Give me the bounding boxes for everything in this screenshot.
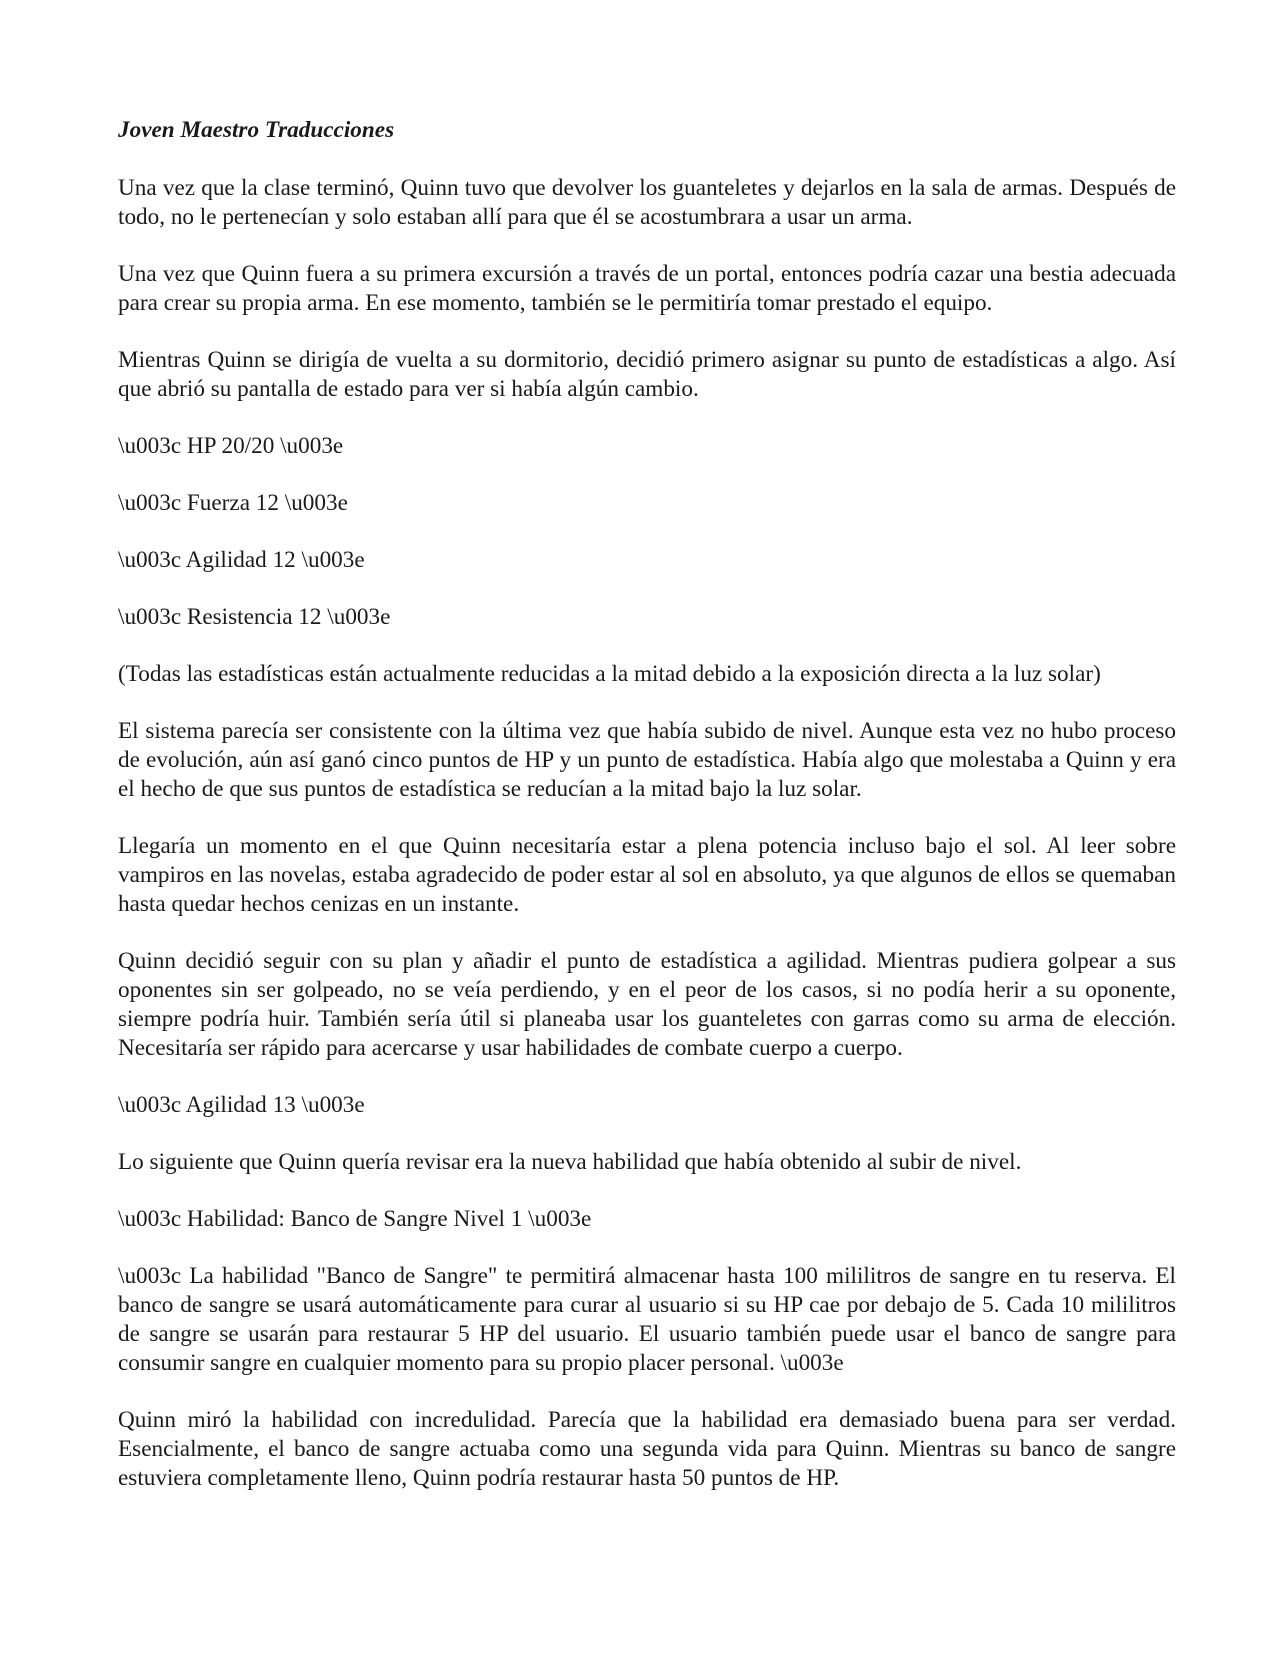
- skill-title: \u003c Habilidad: Banco de Sangre Nivel 1 \u003e: [118, 1206, 592, 1232]
- paragraph: Mientras Quinn se dirigía de vuelta a su dormitorio, decidió primero asignar su punto de estadísticas a algo. Así que abrió su pantalla de estado para ver si había algún cambio.: [118, 347, 1176, 402]
- status-line-hp: \u003c HP 20/20 \u003e: [118, 433, 344, 459]
- paragraph: Una vez que la clase terminó, Quinn tuvo que devolver los guanteletes y dejarlos en la sala de armas. Después de todo, no le pertenecían y solo estaban allí para que él se acostumbrara a usar un arma.: [118, 175, 1176, 230]
- paragraph: Lo siguiente que Quinn quería revisar era la nueva habilidad que había obtenido al subir de nivel.: [118, 1149, 1022, 1175]
- status-line-endurance: \u003c Resistencia 12 \u003e: [118, 604, 391, 630]
- status-line-agility: \u003c Agilidad 12 \u003e: [118, 547, 365, 573]
- paragraph: El sistema parecía ser consistente con la última vez que había subido de nivel. Aunque esta vez no hubo proceso de evolución, aún así ganó cinco puntos de HP y un punto de estadística. Había algo que molestaba a Quinn y era el hecho de que sus puntos de estadística se reducían a la mitad bajo la luz solar.: [118, 718, 1176, 802]
- skill-description: \u003c La habilidad "Banco de Sangre" te permitirá almacenar hasta 100 mililitros de sangre en tu reserva. El banco de sangre se usará automáticamente para curar al usuario si su HP cae por debajo de 5. Cada 10 mililitros de sangre se usarán para restaurar 5 HP del usuario. El usuario también puede usar el banco de sangre para consumir sangre en cualquier momento para su propio placer personal. \u003e: [118, 1263, 1176, 1376]
- document-page: [118, 116, 1176, 1521]
- paragraph: Una vez que Quinn fuera a su primera excursión a través de un portal, entonces podría cazar una bestia adecuada para crear su propia arma. En ese momento, también se le permitiría tomar prestado el equipo.: [118, 261, 1176, 316]
- status-line-agility-updated: \u003c Agilidad 13 \u003e: [118, 1092, 365, 1118]
- document-title: Joven Maestro Traducciones: [118, 117, 395, 143]
- status-line-strength: \u003c Fuerza 12 \u003e: [118, 490, 348, 516]
- status-note: (Todas las estadísticas están actualmente reducidas a la mitad debido a la exposición directa a la luz solar): [118, 661, 1101, 687]
- paragraph: Quinn miró la habilidad con incredulidad. Parecía que la habilidad era demasiado buena para ser verdad. Esencialmente, el banco de sangre actuaba como una segunda vida para Quinn. Mientras su banco de sangre estuviera completamente lleno, Quinn podría restaurar hasta 50 puntos de HP.: [118, 1407, 1176, 1491]
- paragraph: Quinn decidió seguir con su plan y añadir el punto de estadística a agilidad. Mientras pudiera golpear a sus oponentes sin ser golpeado, no se veía perdiendo, y en el peor de los casos, si no podía herir a su oponente, siempre podría huir. También sería útil si planeaba usar los guanteletes con garras como su arma de elección. Necesitaría ser rápido para acercarse y usar habilidades de combate cuerpo a cuerpo.: [118, 948, 1176, 1061]
- paragraph: Llegaría un momento en el que Quinn necesitaría estar a plena potencia incluso bajo el sol. Al leer sobre vampiros en las novelas, estaba agradecido de poder estar al sol en absoluto, ya que algunos de ellos se quemaban hasta quedar hechos cenizas en un instante.: [118, 833, 1176, 917]
